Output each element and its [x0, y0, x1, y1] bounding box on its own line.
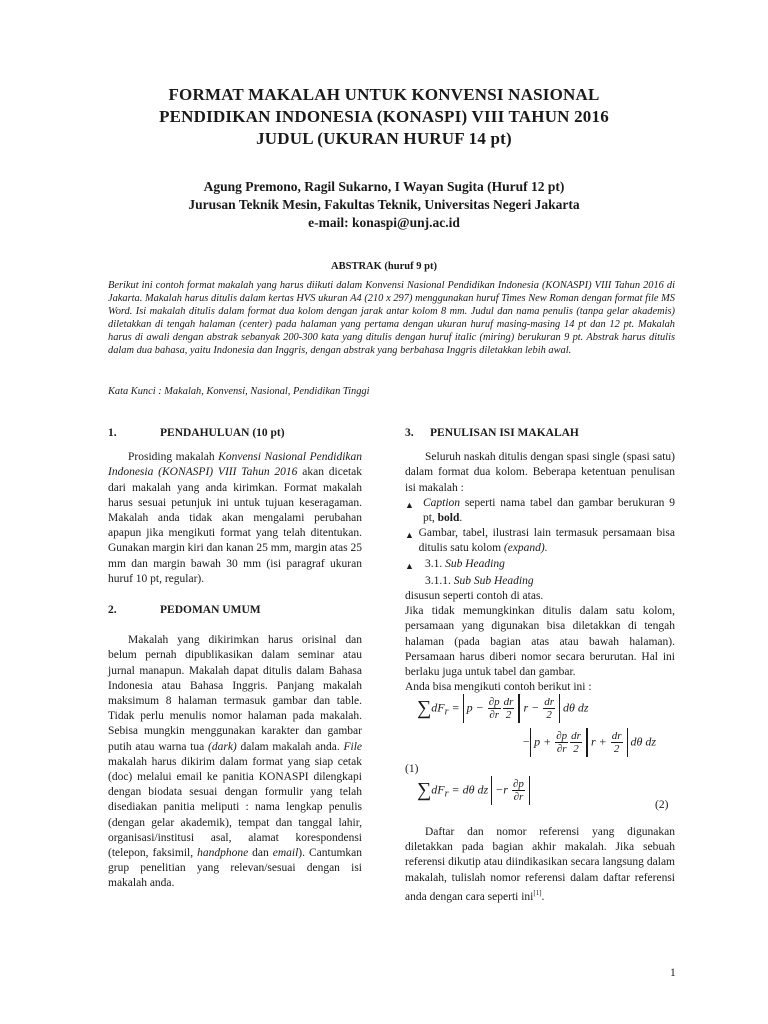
title-line-2: PENDIDIKAN INDONESIA (KONASPI) VIII TAHUN 2016: [159, 107, 609, 126]
author-block: [100, 178, 668, 232]
section-2-paragraph: [108, 633, 362, 891]
author-affiliation: Jurusan Teknik Mesin, Fakultas Teknik, Universitas Negeri Jakarta: [188, 197, 580, 212]
text-run-italic: handphone: [197, 847, 249, 860]
section-2-heading: [108, 603, 362, 618]
text-run-italic: File: [343, 740, 363, 753]
section-3-paragraph-2: disusun seperti contoh di atas.: [405, 590, 544, 603]
section-3-paragraph-5: [405, 825, 675, 905]
section-3-number: 3.: [405, 427, 414, 439]
bullet-item: [405, 496, 675, 526]
text-run: Gambar, tabel, ilustrasi lain termasuk persamaan bisa ditulis satu kolom: [418, 527, 675, 555]
reference-marker: [1]: [533, 888, 542, 897]
text-run: 3.1.1.: [425, 574, 454, 587]
abstract-heading: ABSTRAK (huruf 9 pt): [331, 261, 437, 272]
equation-2-number: (2): [655, 799, 669, 811]
section-1-number: 1.: [108, 427, 117, 439]
section-3-paragraph-3: Jika tidak memungkinkan ditulis dalam satu kolom, persamaan yang digunakan bisa diletakkan di tengah halaman (pada bagian atas atau bawah halaman). Persamaan harus diberi nomor secara berurutan. Hal ini berlaku juga untuk tabel dan gambar.: [405, 605, 675, 679]
section-1-paragraph: [108, 450, 362, 587]
section-3-paragraph-1: Seluruh naskah ditulis dengan spasi single (spasi satu) dalam format dua kolom. Beberapa ketentuan penulisan isi makalah :: [405, 451, 675, 494]
text-run: makalah harus dikirim dalam format yang siap cetak (doc) melalui email ke panitia KONASPI dilengkapi dengan biodata sesuai dengan formulir yang telah disediakan panitia meliputi : nama lengkap penulis (dengan gelar akademik), tempat dan tanggal lahir, organisasi/institusi asal, alamat korespondensi (telepon, faksimil,: [108, 755, 362, 860]
keywords: Kata Kunci : Makalah, Konvensi, Nasional, Pendidikan Tinggi: [108, 386, 370, 397]
abstract-body: Berikut ini contoh format makalah yang harus diikuti dalam Konvensi Nasional Pendidikan Indonesia (KONASPI) VIII Tahun 2016 di Jakarta. Makalah harus ditulis dalam kertas HVS ukuran A4 (210 x 297) menggunakan huruf Times New Roman dengan format file MS Word. Isi makalah ditulis dalam format dua kolom dengan jarak antar kolom 8 mm. Judul dan nama penulis (tanpa gelar akademis) diletakkan di tengah halaman (center) pada halaman yang pertama dengan ukuran huruf masing-masing 14 pt dan 12 pt. Makalah harus di awali dengan abstrak sebanyak 200-300 kata yang ditulis dengan huruf italic (miring) berukuran 9 pt. Abstrak harus ditulis dalam dua bahasa, yaitu Indonesia dan Inggris, dengan abstrak yang berbahasa Inggris diletakkan lebih awal.: [108, 280, 675, 356]
equation-1-line-2: − p + $\frac{\partial p}{\partial r}$ $\frac{dr}{2}$ r + $\frac{dr}{2}$ dθ dz: [522, 730, 657, 755]
text-run-italic: Sub Sub Heading: [453, 574, 534, 587]
section-3-paragraph-5-block: [405, 825, 675, 905]
author-email: e-mail: konaspi@unj.ac.id: [308, 215, 460, 230]
text-run-italic: Caption: [422, 496, 461, 509]
text-run-bold: bold: [437, 512, 460, 525]
text-run: 3.1.: [425, 557, 446, 570]
text-run: akan dicetak dari makalah yang anda kirimkan. Format makalah harus sesuai petunjuk ini untuk tujuan keseragaman. Makalah anda tidak akan mengalami perubahan apapun jika mengikuti format yang telah ditentukan. Gunakan margin kiri dan kanan 25 mm, margin atas 25 mm dan margin bawah 30 mm (isi paragraf ukuran huruf 10 pt, regular).: [108, 466, 362, 585]
title-line-3: JUDUL (UKURAN HURUF 14 pt): [256, 129, 512, 148]
bullet-item: [405, 526, 675, 556]
equation-1-number: (1): [405, 763, 419, 775]
text-run: .: [459, 512, 463, 525]
triangle-bullet-icon: ▲: [405, 530, 414, 541]
text-run: Prosiding makalah: [128, 451, 219, 464]
author-names: Agung Premono, Ragil Sukarno, I Wayan Sugita (Huruf 12 pt): [203, 179, 565, 194]
text-run-italic: (expand).: [503, 542, 548, 555]
triangle-bullet-icon: ▲: [405, 499, 414, 510]
section-1-title: PENDAHULUAN (10 pt): [160, 427, 285, 439]
section-1: [108, 426, 362, 587]
section-3: [405, 426, 675, 695]
triangle-bullet-icon: ▲: [405, 560, 414, 571]
section-1-heading: [108, 426, 362, 441]
title-line-1: FORMAT MAKALAH UNTUK KONVENSI NASIONAL: [168, 85, 600, 104]
text-run-italic: email: [272, 847, 299, 860]
section-3-title: PENULISAN ISI MAKALAH: [430, 427, 579, 439]
text-run: Daftar dan nomor referensi yang digunakan diletakkan pada bagian akhir makalah. Jika sebuah referensi dikutip atau diindikasikan secara langsung dalam makalah, tulislah nomor referensi dalam daftar referensi anda dengan cara seperti ini: [405, 826, 675, 903]
text-run: dan: [248, 847, 273, 860]
text-run: Makalah yang dikirimkan harus orisinal dan belum pernah dipublikasikan dalam seminar atau jurnal manapun. Makalah dapat ditulis dalam Bahasa Indonesia atau Bahasa Inggris. Panjang makalah maksimum 8 halaman termasuk gambar dan table. Tidak perlu menulis nomor halaman pada makalah. Sebisa mungkin menggunakan karakter dan gambar putih atau warna tua: [108, 634, 362, 753]
section-3-paragraph-4: Anda bisa mengikuti contoh berikut ini :: [405, 681, 592, 694]
text-run-italic: Konvensi Nasional Pendidikan Indonesia (KONASPI) VIII Tahun 2016: [108, 451, 362, 479]
section-2: [108, 603, 362, 892]
text-run: seperti nama tabel dan gambar berukuran 9 pt,: [422, 496, 675, 525]
section-2-title: PEDOMAN UMUM: [160, 604, 261, 616]
text-run: ). Cantumkan grup penelitian yang relevan/sesuai dengan isi makalah anda.: [108, 847, 362, 890]
paper-title: [100, 84, 668, 150]
text-run: dalam makalah anda.: [236, 740, 344, 753]
equation-1-line-1: $\sum dF_r = p$ − $\frac{\partial p}{\partial r}$ $\frac{dr}{2}$ r − $\frac{dr}{2}$ dθ dz: [417, 696, 589, 721]
text-run-italic: Sub Heading: [445, 557, 505, 570]
text-run: .: [541, 890, 545, 903]
equation-2: $\sum dF_r = d\theta$ dz −r $\frac{\partial p}{\partial r}$: [417, 776, 530, 805]
bullet-item: [405, 557, 675, 574]
section-2-number: 2.: [108, 604, 117, 616]
text-run-italic: (dark): [208, 740, 237, 753]
section-3-heading: [405, 426, 675, 441]
page-number: 1: [670, 967, 676, 979]
sub-sub-heading: [405, 574, 675, 589]
